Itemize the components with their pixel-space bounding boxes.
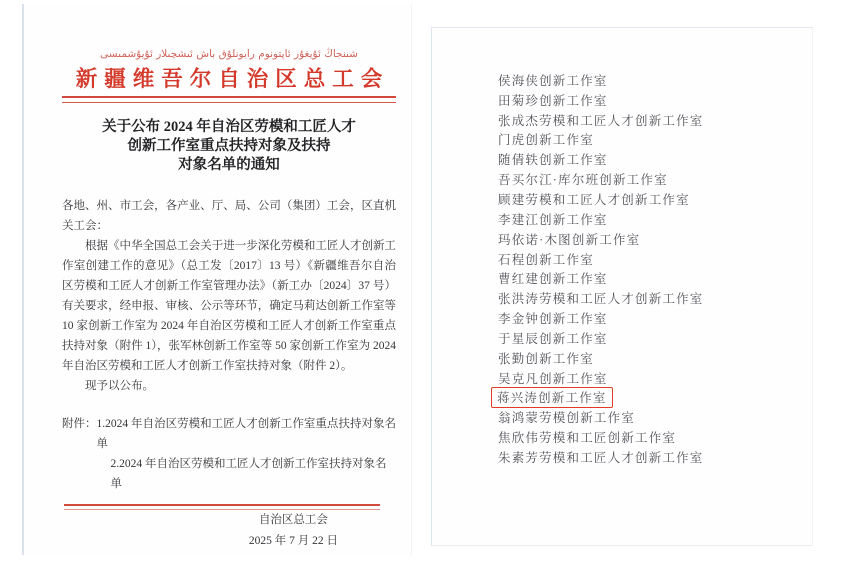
attachment-item-2: 2.2024 年自治区劳模和工匠人才创新工作室扶持对象名单 bbox=[110, 458, 387, 490]
workshop-name: 吾买尔江·库尔班创新工作室 bbox=[498, 173, 668, 188]
list-item bbox=[498, 169, 812, 189]
attachments-label: 附件： bbox=[62, 418, 97, 430]
list-item bbox=[498, 288, 812, 308]
workshop-name: 朱素芳劳模和工匠人才创新工作室 bbox=[498, 450, 704, 465]
workshop-name: 张勤创新工作室 bbox=[498, 351, 594, 366]
workshop-name: 随倩轶创新工作室 bbox=[498, 153, 608, 168]
salutation: 各地、州、市工会，各产业、厅、局、公司（集团）工会，区直机关工会： bbox=[62, 200, 396, 232]
list-item bbox=[498, 229, 812, 249]
attachment-item-1: 1.2024 年自治区劳模和工匠人才创新工作室重点扶持对象名单 bbox=[96, 418, 396, 450]
workshop-name: 李金钟创新工作室 bbox=[498, 312, 608, 327]
document-title-line-1: 关于公布 2024 年自治区劳模和工匠人才 bbox=[102, 119, 356, 135]
workshop-name: 于星辰创新工作室 bbox=[498, 331, 608, 346]
notice-document-page bbox=[22, 4, 412, 555]
list-item bbox=[498, 110, 812, 130]
list-item bbox=[498, 348, 812, 368]
list-item bbox=[498, 268, 812, 288]
workshop-name: 李建江创新工作室 bbox=[498, 212, 608, 227]
list-item-highlighted bbox=[498, 388, 812, 408]
workshop-name: 吴克凡创新工作室 bbox=[498, 371, 608, 386]
workshop-name: 翁鸿蒙劳模创新工作室 bbox=[498, 411, 636, 426]
workshop-list bbox=[432, 28, 812, 467]
list-item bbox=[498, 368, 812, 388]
list-item bbox=[498, 149, 812, 169]
signature-date: 2025 年 7 月 22 日 bbox=[248, 535, 338, 547]
list-item bbox=[498, 447, 812, 467]
list-item bbox=[498, 308, 812, 328]
workshop-name: 田菊珍创新工作室 bbox=[498, 93, 608, 108]
workshop-list-page bbox=[431, 27, 813, 546]
body-paragraph-2: 现予以公布。 bbox=[85, 380, 154, 392]
list-item bbox=[498, 209, 812, 229]
list-item bbox=[498, 130, 812, 150]
workshop-name: 玛依诺·木图创新工作室 bbox=[498, 232, 641, 247]
list-item bbox=[498, 189, 812, 209]
workshop-name: 焦欣伟劳模和工匠创新工作室 bbox=[498, 431, 677, 446]
attachments-block bbox=[62, 414, 396, 494]
workshop-name: 张洪涛劳模和工匠人才创新工作室 bbox=[498, 292, 704, 307]
masthead-uyghur-text: شىنجاڭ ئۇيغۇر ئاپتونوم رايونلۇق باش ئىشچىلار ئۇيۇشمىسى bbox=[100, 48, 358, 60]
highlighted-workshop-name: 蒋兴涛创新工作室 bbox=[491, 387, 613, 409]
workshop-name: 门虎创新工作室 bbox=[498, 133, 594, 148]
body-paragraph-1: 根据《中华全国总工会关于进一步深化劳模和工匠人才创新工作室创建工作的意见》（总工发〔2017〕13 号）《新疆维吾尔自治区劳模和工匠人才创新工作室管理办法》（新工办〔2024〕37 号）有关要求，经申报、审核、公示等环节，确定马莉达创新工作室等 10 家创新工作室为 2024 年自治区劳模和工匠人才创新工作室重点扶持对象（附件 1），张军林创新工作室等 50 家创新工作室为 2024 年自治区劳模和工匠人才创新工作室扶持对象（附件 2）。 bbox=[62, 240, 396, 372]
list-item bbox=[498, 407, 812, 427]
masthead-org-name: 新疆维吾尔自治区总工会 bbox=[75, 67, 390, 91]
list-item bbox=[498, 70, 812, 90]
list-item bbox=[498, 427, 812, 447]
workshop-name: 顾建劳模和工匠人才创新工作室 bbox=[498, 192, 690, 207]
list-item bbox=[498, 90, 812, 110]
workshop-name: 侯海侠创新工作室 bbox=[498, 73, 608, 88]
list-item bbox=[498, 328, 812, 348]
document-title-line-2: 创新工作室重点扶持对象及扶持 bbox=[127, 138, 331, 154]
footer-red-rule bbox=[64, 504, 380, 510]
workshop-name: 石程创新工作室 bbox=[498, 252, 594, 267]
workshop-name: 曹红建创新工作室 bbox=[498, 272, 608, 287]
signature-block bbox=[62, 510, 396, 552]
list-item bbox=[498, 249, 812, 269]
masthead-red-rule bbox=[62, 96, 396, 103]
document-title bbox=[62, 118, 396, 175]
signature-org: 自治区总工会 bbox=[258, 514, 328, 526]
workshop-name: 张成杰劳模和工匠人才创新工作室 bbox=[498, 113, 704, 128]
document-title-line-3: 对象名单的通知 bbox=[178, 157, 280, 173]
